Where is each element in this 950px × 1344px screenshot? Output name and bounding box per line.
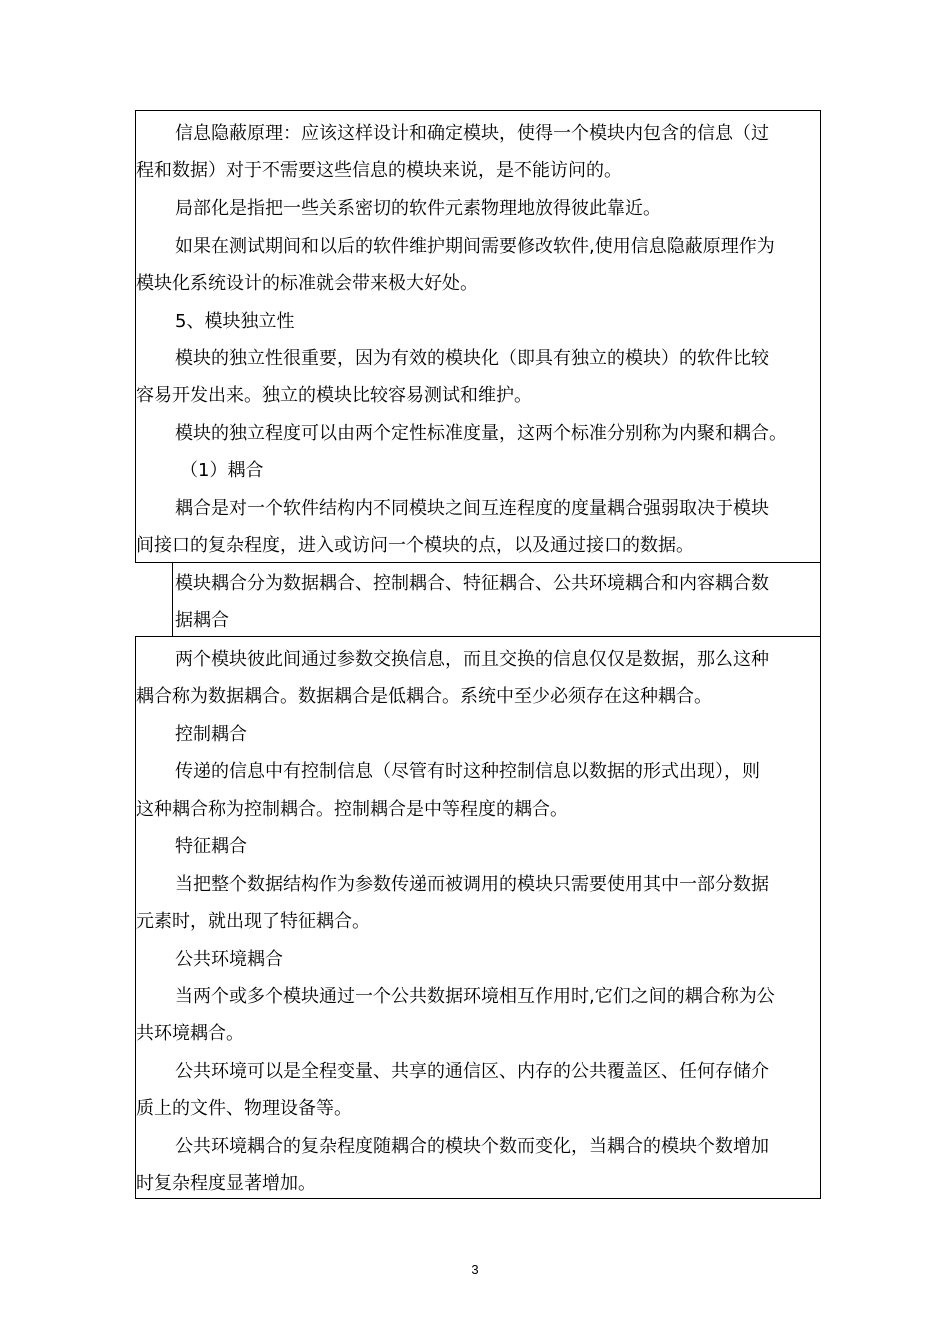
paragraph-line: 当两个或多个模块通过一个公共数据环境相互作用时,它们之间的耦合称为公 [175,986,775,1007]
paragraph-line: 程和数据）对于不需要这些信息的模块来说，是不能访问的。 [136,160,622,181]
paragraph-line: 信息隐蔽原理：应该这样设计和确定模块，使得一个模块内包含的信息（过 [175,123,769,144]
paragraph-line: 传递的信息中有控制信息（尽管有时这种控制信息以数据的形式出现），则 [175,761,760,782]
paragraph-line: 据耦合 [175,610,229,631]
paragraph-line: 如果在测试期间和以后的软件维护期间需要修改软件,使用信息隐蔽原理作为 [175,236,775,257]
paragraph-line: 模块的独立性很重要，因为有效的模块化（即具有独立的模块）的软件比较 [175,348,769,369]
paragraph-line: 模块耦合分为数据耦合、控制耦合、特征耦合、公共环境耦合和内容耦合数 [175,573,769,594]
paragraph-line: 间接口的复杂程度，进入或访问一个模块的点，以及通过接口的数据。 [136,535,694,556]
paragraph-line: 耦合是对一个软件结构内不同模块之间互连程度的度量耦合强弱取决于模块 [175,498,769,519]
subsection-heading: （1）耦合 [180,460,264,481]
paragraph-line: 质上的文件、物理设备等。 [136,1098,352,1119]
paragraph-line: 模块的独立程度可以由两个定性标准度量，这两个标准分别称为内聚和耦合。 [175,423,787,444]
paragraph-line: 局部化是指把一些关系密切的软件元素物理地放得彼此靠近。 [175,198,661,219]
section-heading: 5、模块独立性 [175,311,295,332]
paragraph-line: 共环境耦合。 [136,1023,244,1044]
paragraph-line: 耦合称为数据耦合。数据耦合是低耦合。系统中至少必须存在这种耦合。 [136,686,712,707]
paragraph-line: 这种耦合称为控制耦合。控制耦合是中等程度的耦合。 [136,799,568,820]
paragraph-line: 模块化系统设计的标准就会带来极大好处。 [136,273,478,294]
paragraph-line: 两个模块彼此间通过参数交换信息，而且交换的信息仅仅是数据，那么这种 [175,649,769,670]
page-number: 3 [471,1262,479,1277]
paragraph-line: 容易开发出来。独立的模块比较容易测试和维护。 [136,385,532,406]
paragraph-line: 时复杂程度显著增加。 [136,1173,316,1194]
subsection-heading: 控制耦合 [175,724,247,745]
paragraph-line: 元素时，就出现了特征耦合。 [136,911,370,932]
paragraph-line: 当把整个数据结构作为参数传递而被调用的模块只需要使用其中一部分数据 [175,874,769,895]
paragraph-line: 公共环境可以是全程变量、共享的通信区、内存的公共覆盖区、任何存储介 [175,1061,769,1082]
paragraph-line: 公共环境耦合的复杂程度随耦合的模块个数而变化，当耦合的模块个数增加 [175,1136,769,1157]
subsection-heading: 特征耦合 [175,836,247,857]
subsection-heading: 公共环境耦合 [175,949,283,970]
